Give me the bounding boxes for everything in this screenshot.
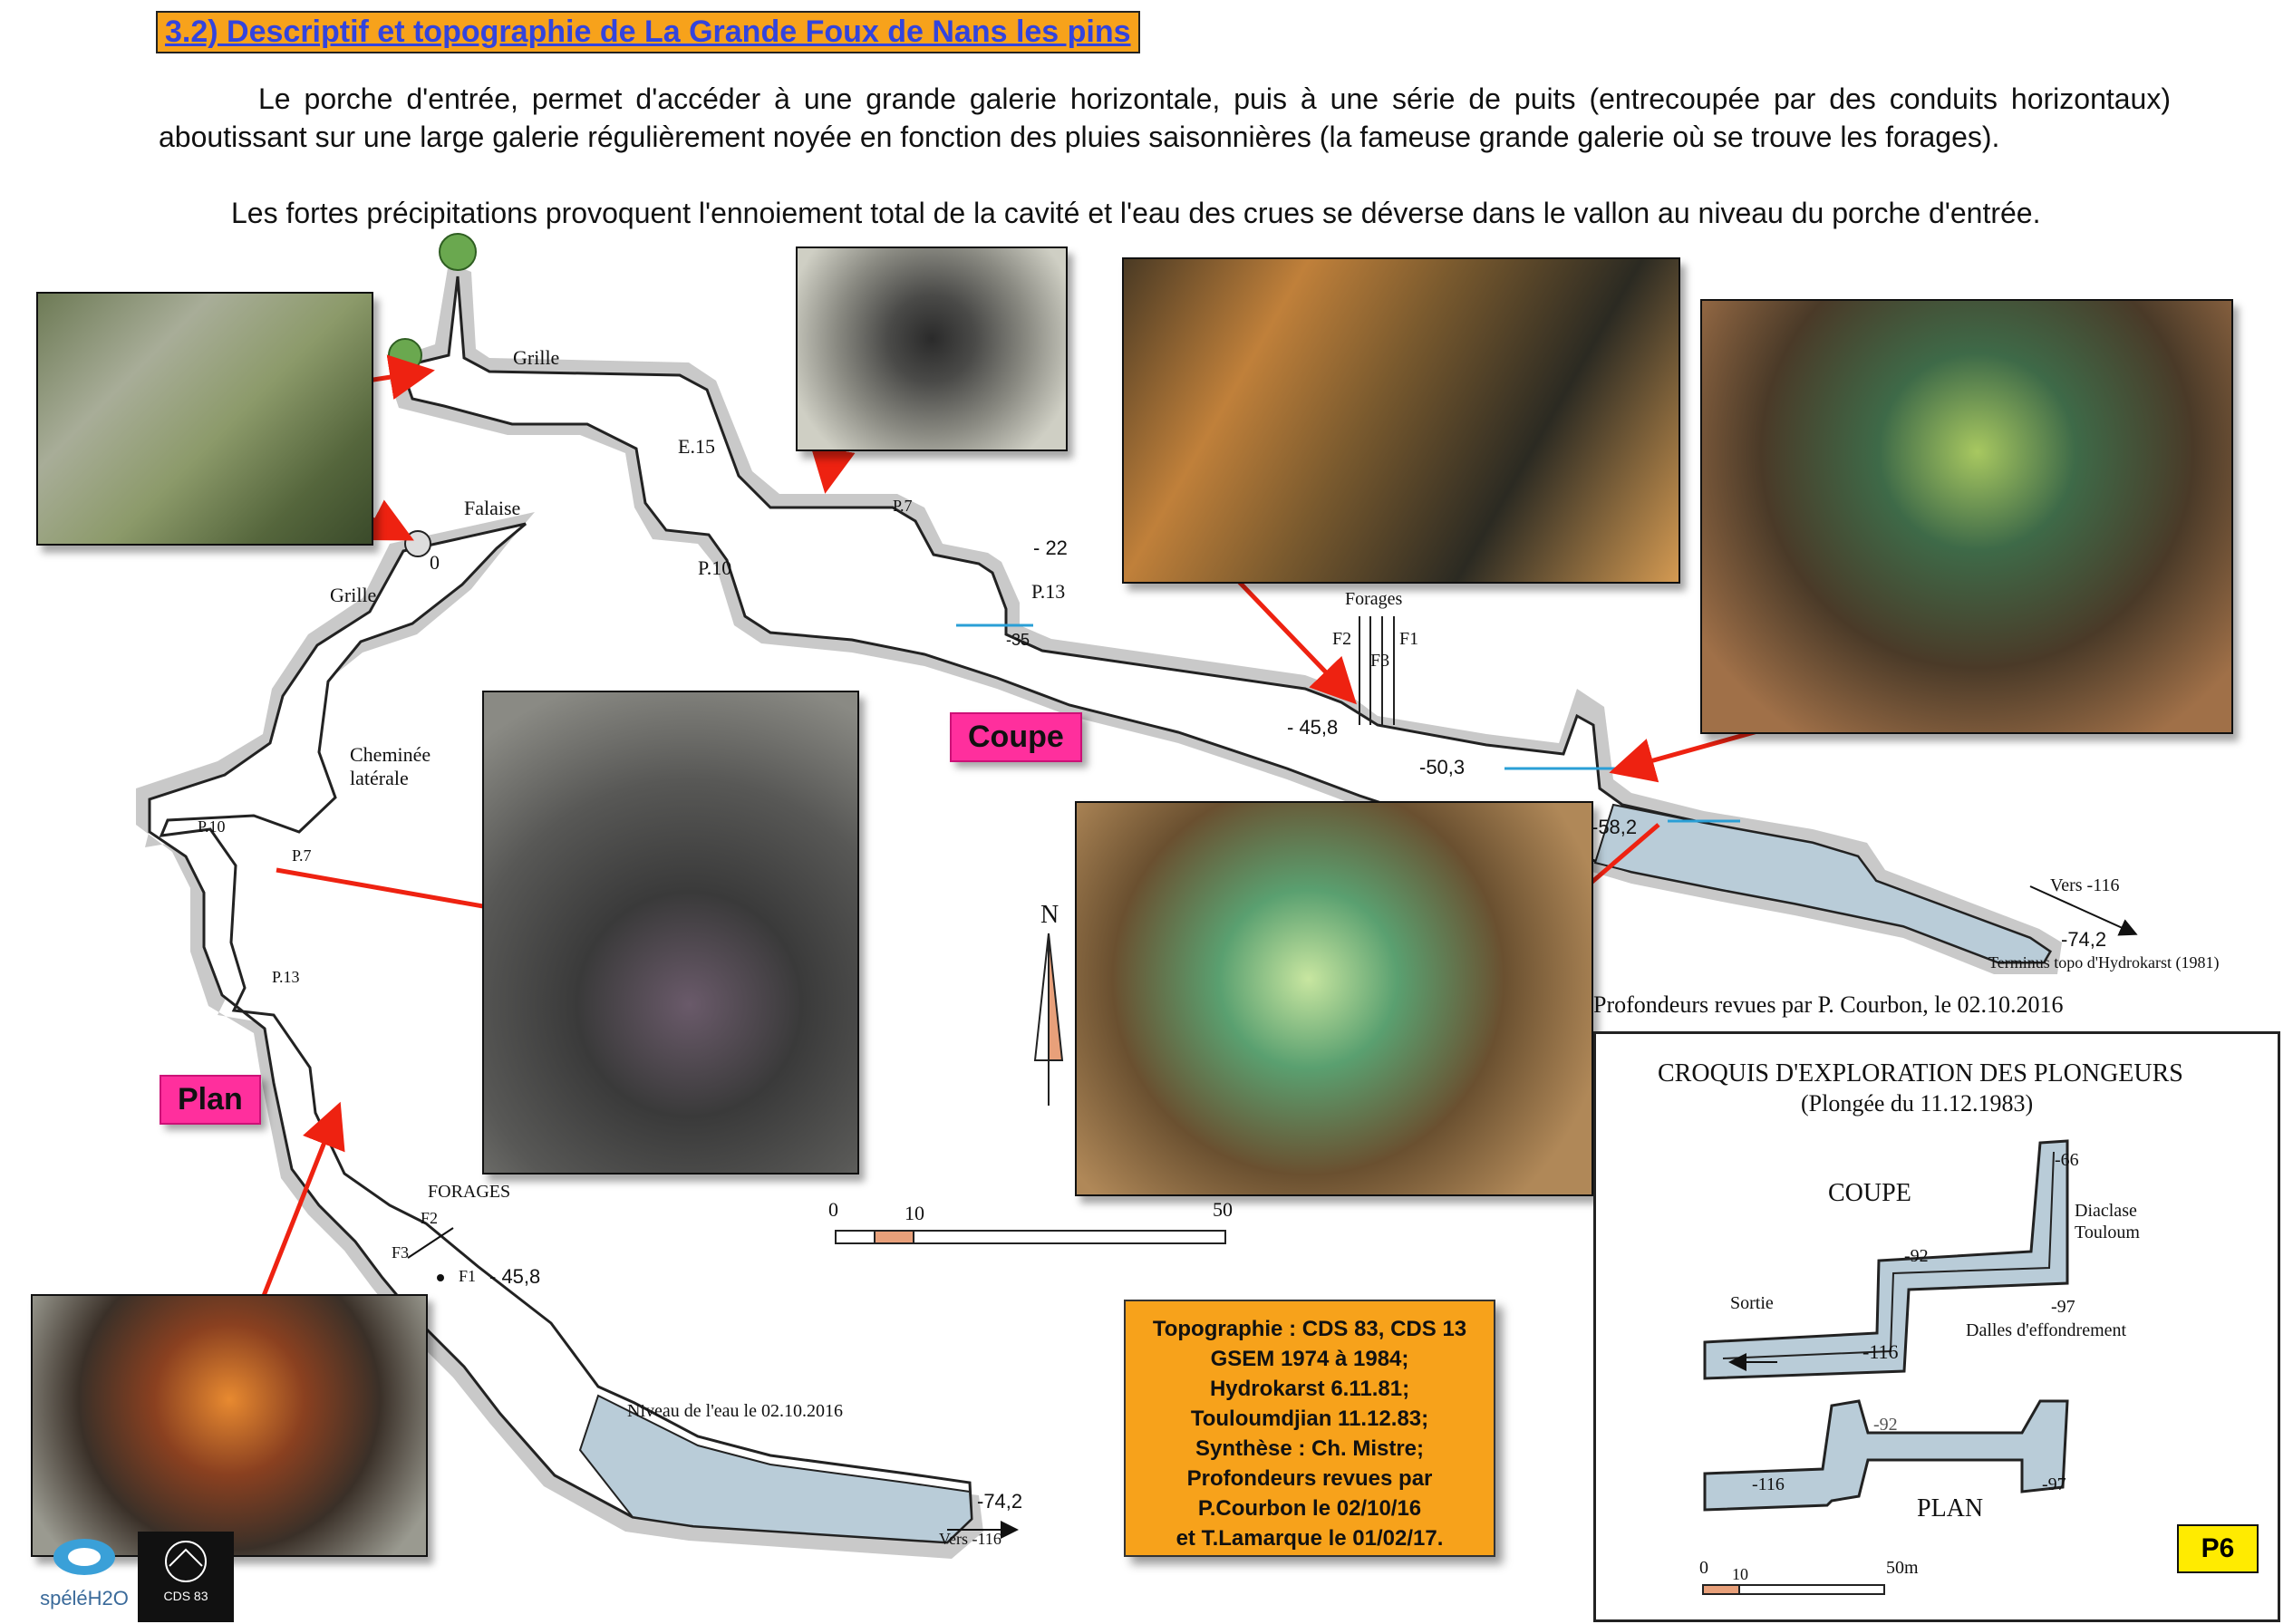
- north-label: N: [1040, 901, 1059, 929]
- intro-paragraph-1: Le porche d'entrée, permet d'accéder à une grande galerie horizontale, puis à une série de puits (entrecoupée par des conduits horizontaux) aboutissant sur une large galerie régulièrement noyée en fonction des pluies saisonnières (la fameuse grande galerie où se trouve les forages).: [159, 82, 2171, 153]
- credit-line: et T.Lamarque le 01/02/17.: [1176, 1526, 1444, 1551]
- coupe-label-vers-116: Vers -116: [2050, 875, 2120, 895]
- coupe-depth-58-2: -58,2: [1592, 816, 1638, 838]
- plan-label-water-level: Niveau de l'eau le 02.10.2016: [627, 1401, 843, 1421]
- plan-label-f1: F1: [459, 1267, 477, 1285]
- coupe-label-p13: P.13: [1031, 580, 1066, 603]
- plan-label-forages: FORAGES: [428, 1182, 511, 1202]
- photo-shaft-descent: [796, 246, 1068, 451]
- plan-label-grille: Grille: [330, 584, 377, 606]
- plan-label-cheminee-1: Cheminée: [350, 743, 431, 766]
- sketch-depth-92b: -92: [1873, 1415, 1898, 1435]
- sketch-subtitle: (Plongée du 11.12.1983): [1801, 1090, 2034, 1116]
- plan-label-p10: P.10: [198, 817, 226, 836]
- plan-label-cheminee-2: latérale: [350, 767, 409, 789]
- sketch-scale-50m: 50m: [1886, 1558, 1919, 1578]
- coupe-label-terminus: Terminus topo d'Hydrokarst (1981): [1988, 953, 2220, 972]
- photo-flooded-gallery: [1700, 299, 2233, 734]
- plan-depth-74-2: -74,2: [977, 1490, 1023, 1513]
- sketch-depth-97a: -97: [2051, 1297, 2075, 1317]
- photo-entrance: [36, 292, 373, 546]
- credit-line: Synthèse : Ch. Mistre;: [1195, 1436, 1425, 1461]
- speleh2o-logo: [31, 1532, 138, 1622]
- coupe-depth-74-2: -74,2: [2061, 928, 2107, 951]
- plan-label-vers-116: Vers -116: [939, 1530, 1001, 1548]
- credit-line: P.Courbon le 02/10/16: [1197, 1496, 1422, 1521]
- sketch-sortie: Sortie: [1730, 1293, 1774, 1313]
- page-title: 3.2) Descriptif et topographie de La Grande Foux de Nans les pins: [156, 11, 1140, 53]
- coupe-depth-22: - 22: [1033, 536, 1068, 559]
- plan-label-p7: P.7: [292, 846, 312, 865]
- sketch-depth-116b: -116: [1752, 1474, 1785, 1494]
- sketch-diaclase-2: Touloum: [2075, 1223, 2140, 1242]
- sketch-depth-66: -66: [2055, 1150, 2079, 1170]
- coupe-label-f3: F3: [1370, 651, 1390, 671]
- sketch-depth-92a: -92: [1904, 1246, 1929, 1266]
- sketch-title: CROQUIS D'EXPLORATION DES PLONGEURS: [1658, 1059, 2183, 1088]
- plan-label-p13: P.13: [272, 968, 300, 986]
- photo-vertical-shaft: [482, 691, 859, 1174]
- sketch-coupe-label: COUPE: [1828, 1179, 1911, 1207]
- sketch-diaclase-1: Diaclase: [2075, 1201, 2137, 1221]
- sketch-scale-0: 0: [1699, 1558, 1708, 1578]
- plan-label-f2: F2: [421, 1209, 439, 1227]
- sketch-dalles: Dalles d'effondrement: [1966, 1320, 2127, 1340]
- main-scale-bar: [836, 1231, 1225, 1243]
- cds83-logo-mark: [150, 1539, 222, 1584]
- coupe-label-p10: P.10: [698, 556, 732, 579]
- credit-line: GSEM 1974 à 1984;: [1210, 1347, 1409, 1371]
- sketch-depth-97b: -97: [2042, 1474, 2066, 1494]
- sketch-plan-label: PLAN: [1917, 1494, 1984, 1522]
- scale-label-0: 0: [828, 1198, 838, 1221]
- coupe-label-f2: F2: [1332, 629, 1352, 649]
- sketch-scale-10: 10: [1732, 1565, 1748, 1583]
- credit-line: Profondeurs revues par: [1186, 1466, 1433, 1491]
- plan-depth-45-8: - 45,8: [489, 1265, 541, 1288]
- coupe-label-forages: Forages: [1345, 589, 1403, 609]
- credit-line: Hydrokarst 6.11.81;: [1209, 1377, 1410, 1401]
- coupe-label-e15: E.15: [678, 435, 715, 458]
- intro-paragraph-2: Les fortes précipitations provoquent l'ennoiement total de la cavité et l'eau des crues se déverse dans le vallon au niveau du porche d'entrée.: [231, 197, 2041, 229]
- cds83-logo: [138, 1532, 234, 1622]
- photo-green-lake: [1075, 801, 1593, 1196]
- north-arrow: [1035, 933, 1062, 1106]
- coupe-depth-45-8: - 45,8: [1287, 716, 1339, 739]
- photo-galery-passage: [31, 1294, 428, 1557]
- sketch-depth-116a: -116: [1862, 1340, 1899, 1363]
- coupe-depth-35: -35: [1006, 631, 1030, 649]
- coupe-label-grille: Grille: [513, 346, 560, 369]
- coupe-label-p7: P.7: [893, 497, 913, 515]
- coupe-tag: Coupe: [950, 712, 1082, 762]
- speleh2o-logo-text: spéléH2O: [40, 1587, 129, 1610]
- plan-label-falaise: Falaise: [464, 497, 521, 519]
- scale-label-50: 50: [1213, 1198, 1233, 1221]
- coupe-label-f1: F1: [1399, 629, 1419, 649]
- scale-label-10: 10: [905, 1202, 924, 1224]
- plan-tag: Plan: [160, 1075, 261, 1125]
- plan-label-zero: 0: [430, 551, 440, 574]
- page-number-badge: P6: [2177, 1524, 2259, 1573]
- speleh2o-logo-mark: [48, 1532, 121, 1582]
- coupe-depth-50-3: -50,3: [1419, 756, 1466, 778]
- sketch-drawing: [1596, 1034, 2278, 1619]
- credit-line: Touloumdjian 11.12.83;: [1190, 1406, 1429, 1431]
- depth-revision-note: Profondeurs revues par P. Courbon, le 02.10.2016: [1593, 991, 2064, 1018]
- plan-label-f3: F3: [392, 1243, 410, 1262]
- cds83-logo-text: CDS 83: [163, 1589, 208, 1603]
- credit-line: Topographie : CDS 83, CDS 13: [1152, 1317, 1467, 1341]
- photo-forages-gallery: [1122, 257, 1680, 584]
- credits-box: [1124, 1300, 1495, 1557]
